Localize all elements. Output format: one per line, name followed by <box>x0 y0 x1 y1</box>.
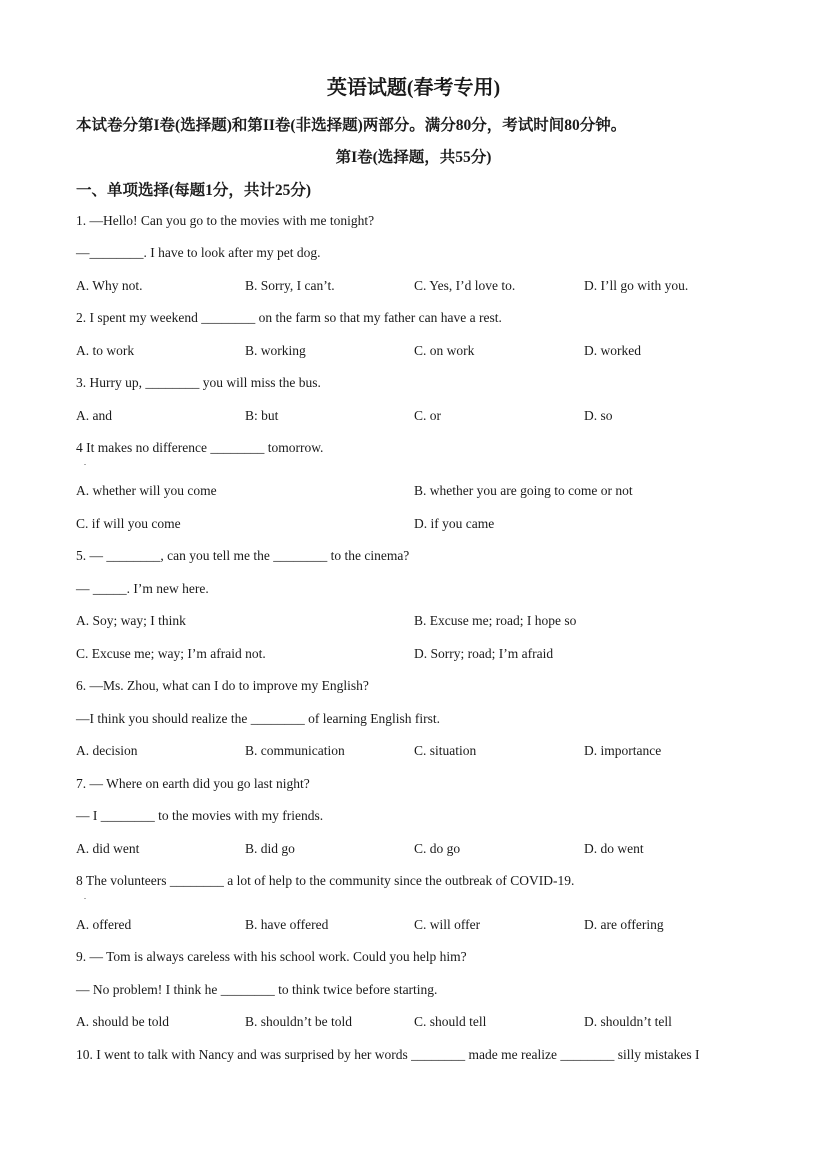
question-1-stem: 1. —Hello! Can you go to the movies with me tonight? <box>76 213 375 228</box>
question-6-option-d: D. importance <box>584 743 662 758</box>
question-5-option-d: D. Sorry; road; I’m afraid <box>414 646 554 661</box>
question-5-reply: — _____. I’m new here. <box>76 581 209 596</box>
question-6-option-c: C. situation <box>414 743 477 758</box>
question-9-option-a: A. should be told <box>76 1014 169 1029</box>
page-title: 英语试题(春考专用) <box>326 77 501 99</box>
question-6-reply: —I think you should realize the ________ of learning English first. <box>76 711 441 726</box>
question-9-option-c: C. should tell <box>414 1014 487 1029</box>
question-8-option-c: C. will offer <box>414 917 481 932</box>
part-one-title: 第I卷(选择题，共55分) <box>335 149 492 166</box>
question-9-option-b: B. shouldn’t be told <box>245 1014 353 1029</box>
question-7-reply: — I ________ to the movies with my friends. <box>76 808 324 823</box>
question-5-option-c: C. Excuse me; way; I’m afraid not. <box>76 646 266 661</box>
question-3-option-b: B: but <box>245 408 279 423</box>
question-2-stem: 2. I spent my weekend ________ on the farm so that my father can have a rest. <box>76 310 502 325</box>
question-1-option-d: D. I’ll go with you. <box>584 278 689 293</box>
question-8-stem: 8 The volunteers ________ a lot of help to the community since the outbreak of COVID-19. <box>76 873 575 888</box>
question-2-option-c: C. on work <box>414 343 475 358</box>
section-one-title: 一、单项选择(每题1分，共计25分) <box>76 182 312 199</box>
question-8-option-a: A. offered <box>76 917 132 932</box>
question-1-reply: —________. I have to look after my pet dog. <box>76 245 321 260</box>
question-2-option-b: B. working <box>245 343 306 358</box>
question-7-option-a: A. did went <box>76 841 140 856</box>
question-5-option-a: A. Soy; way; I think <box>76 613 186 628</box>
question-2-option-a: A. to work <box>76 343 135 358</box>
question-8-option-b: B. have offered <box>245 917 329 932</box>
question-9-option-d: D. shouldn’t tell <box>584 1014 672 1029</box>
question-4-stem: 4 It makes no difference ________ tomorrow. <box>76 440 324 455</box>
stray-dot: . <box>84 892 86 901</box>
question-3-option-a: A. and <box>76 408 112 423</box>
question-8-option-d: D. are offering <box>584 917 664 932</box>
question-4-option-b: B. whether you are going to come or not <box>414 483 633 498</box>
question-1-option-c: C. Yes, I’d love to. <box>414 278 516 293</box>
question-5-option-b: B. Excuse me; road; I hope so <box>414 613 577 628</box>
question-7-stem: 7. — Where on earth did you go last night? <box>76 776 310 791</box>
question-2-option-d: D. worked <box>584 343 641 358</box>
question-3-stem: 3. Hurry up, ________ you will miss the bus. <box>76 375 321 390</box>
question-1-option-b: B. Sorry, I can’t. <box>245 278 335 293</box>
question-4-option-d: D. if you came <box>414 516 495 531</box>
question-3-option-d: D. so <box>584 408 613 423</box>
question-7-option-d: D. do went <box>584 841 644 856</box>
exam-instructions: 本试卷分第I卷(选择题)和第II卷(非选择题)两部分。满分80分，考试时间80分钟。 <box>76 117 627 134</box>
question-5-stem: 5. — ________, can you tell me the ________ to the cinema? <box>76 548 410 563</box>
question-7-option-b: B. did go <box>245 841 295 856</box>
question-6-option-b: B. communication <box>245 743 345 758</box>
question-9-stem: 9. — Tom is always careless with his school work. Could you help him? <box>76 949 467 964</box>
question-4-option-c: C. if will you come <box>76 516 181 531</box>
question-3-option-c: C. or <box>414 408 441 423</box>
stray-dot: . <box>84 458 86 467</box>
question-1-option-a: A. Why not. <box>76 278 143 293</box>
question-4-option-a: A. whether will you come <box>76 483 217 498</box>
question-9-reply: — No problem! I think he ________ to think twice before starting. <box>76 982 438 997</box>
question-7-option-c: C. do go <box>414 841 461 856</box>
question-6-stem: 6. —Ms. Zhou, what can I do to improve my English? <box>76 678 369 693</box>
question-6-option-a: A. decision <box>76 743 138 758</box>
question-10-stem: 10. I went to talk with Nancy and was surprised by her words ________ made me realize ________ silly mistakes I <box>76 1047 700 1062</box>
